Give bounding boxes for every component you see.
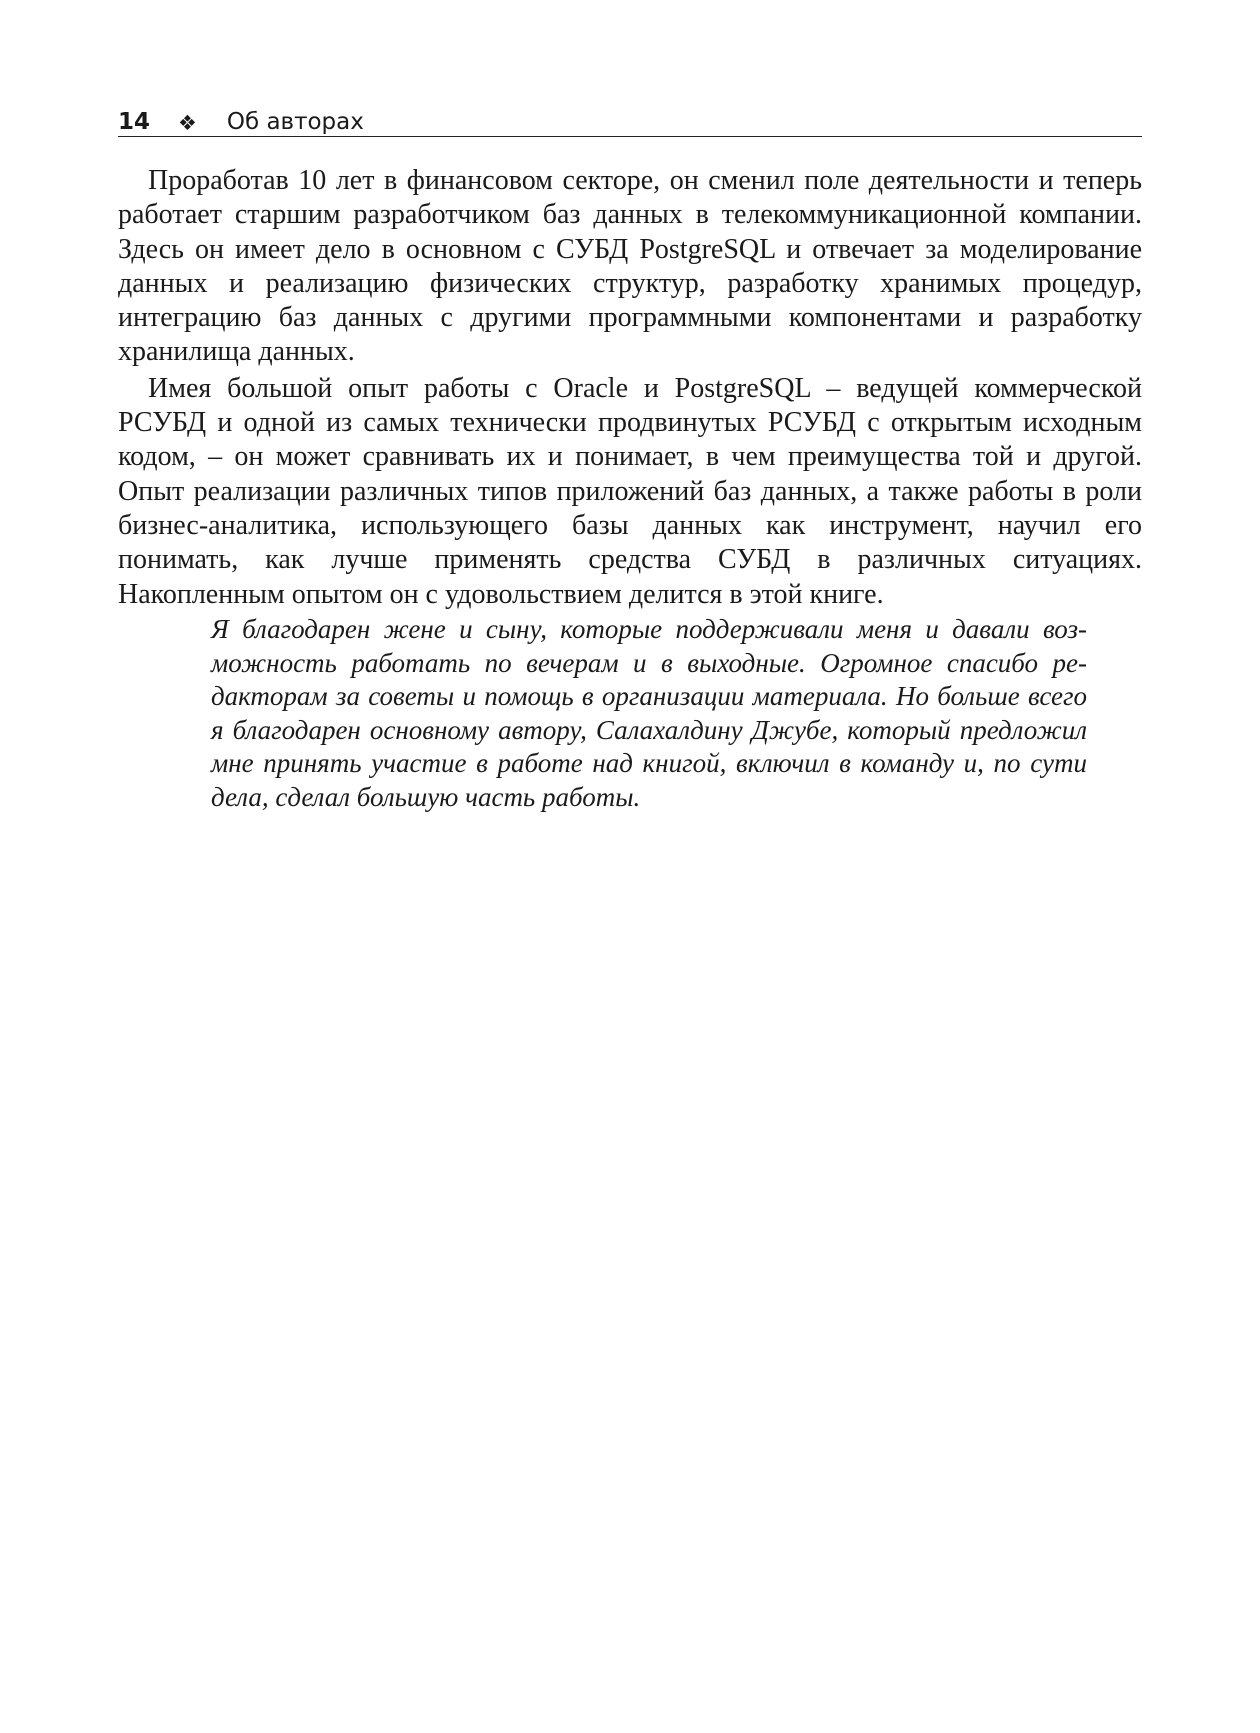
running-title: Об авторах <box>226 109 364 135</box>
page-number: 14 <box>118 109 151 135</box>
acknowledgement-quote: Я благодарен жене и сыну, которые поддерживали меня и давали возможность работать по вечерам и в выходные. Огромное спасибо редакторам за советы и помощь в организации материала. Но больше всего я благодарен основному автору, Салахалдину Джубе, который предложил мне принять участие в работе над книгой, включил в команду и, по сути дела, сделал большую часть работы. <box>211 614 1087 812</box>
body-text <box>118 164 1142 612</box>
header-divider <box>118 136 1142 137</box>
four-diamond-ornament-icon: ❖ <box>178 111 197 135</box>
running-header <box>118 98 1142 134</box>
paragraph-experience: Имея большой опыт работы с Oracle и PostgreSQL – ведущей коммерческой РСУБД и одной из самых технически продвинутых РСУБД с открытым исходным кодом, – он может сравнивать их и понимает, в чем преимущества той и другой. Опыт реализации различных типов приложений баз данных, а также работы в роли бизнес-аналитика, использующего базы данных как инструмент, научил его понимать, как лучше применять средства СУБД в различных ситуациях. Накопленным опытом он с удовольствием делится в этой книге. <box>118 372 1142 610</box>
paragraph-career: Проработав 10 лет в финансовом секторе, он сменил поле деятельности и теперь работает старшим разработчиком баз данных в телекоммуникационной компании. Здесь он имеет дело в основном с СУБД PostgreSQL и отвечает за моделирование данных и реализацию физических структур, разработку хранимых процедур, интеграцию баз данных с другими программными компонентами и разработку хранилища данных. <box>118 165 1142 368</box>
